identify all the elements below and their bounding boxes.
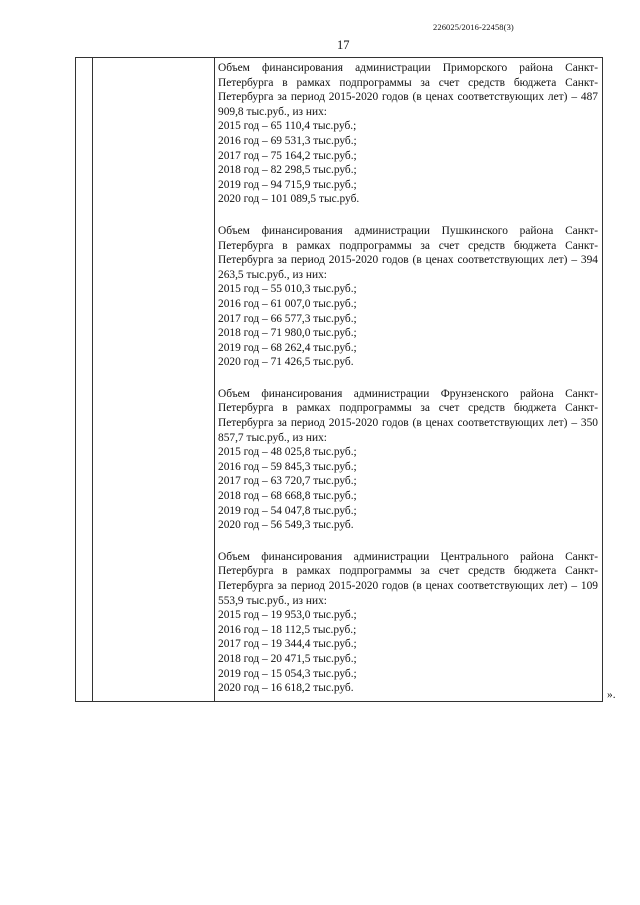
year-line: 2019 год – 94 715,9 тыс.руб.;: [218, 178, 357, 191]
year-line: 2020 год – 71 426,5 тыс.руб.: [218, 356, 354, 369]
year-line: 2018 год – 82 298,5 тыс.руб.;: [218, 164, 357, 177]
year-line: 2020 год – 101 089,5 тыс.руб.: [218, 193, 360, 206]
year-line: 2015 год – 48 025,8 тыс.руб.;: [218, 446, 357, 459]
year-line: 2016 год – 59 845,3 тыс.руб.;: [218, 460, 357, 473]
year-line: 2019 год – 54 047,8 тыс.руб.;: [218, 504, 357, 517]
year-line: 2018 год – 20 471,5 тыс.руб.;: [218, 652, 357, 665]
year-line: 2016 год – 18 112,5 тыс.руб.;: [218, 623, 357, 636]
block-intro: Объем финансирования администрации Фрунзенского района Санкт-Петербурга в рамках подпрограммы за счет средств бюджета Санкт-Петербурга за период 2015-2020 годов (в ценах соответствующих лет) – 350 857,7 тыс.руб., из них:: [218, 387, 598, 444]
year-line: 2019 год – 68 262,4 тыс.руб.;: [218, 341, 357, 354]
table-column-divider: [92, 58, 93, 701]
year-line: 2020 год – 16 618,2 тыс.руб.: [218, 682, 354, 695]
year-line: 2016 год – 69 531,3 тыс.руб.;: [218, 134, 357, 147]
financing-table: [75, 57, 603, 702]
year-line: 2020 год – 56 549,3 тыс.руб.: [218, 519, 354, 532]
district-block-pushkinsky: [218, 224, 598, 370]
block-intro: Объем финансирования администрации Пушкинского района Санкт-Петербурга в рамках подпрограммы за счет средств бюджета Санкт-Петербурга за период 2015-2020 годов (в ценах соответствующих лет) – 394 263,5 тыс.руб., из них:: [218, 224, 598, 281]
year-line: 2019 год – 15 054,3 тыс.руб.;: [218, 667, 357, 680]
closing-quote-mark: ».: [607, 689, 616, 701]
year-line: 2015 год – 65 110,4 тыс.руб.;: [218, 120, 357, 133]
district-block-primorsky: [218, 61, 598, 207]
district-block-frunzensky: [218, 387, 598, 533]
year-line: 2017 год – 19 344,4 тыс.руб.;: [218, 638, 357, 651]
page-number: 17: [337, 38, 350, 52]
block-intro: Объем финансирования администрации Центрального района Санкт-Петербурга в рамках подпрограммы за счет средств бюджета Санкт-Петербурга за период 2015-2020 годов (в ценах соответствующих лет) – 109 553,9 тыс.руб., из них:: [218, 550, 598, 607]
document-id: 226025/2016-22458(3): [433, 22, 514, 32]
year-line: 2015 год – 55 010,3 тыс.руб.;: [218, 283, 357, 296]
financing-cell: [218, 61, 598, 713]
year-line: 2016 год – 61 007,0 тыс.руб.;: [218, 297, 357, 310]
district-block-tsentralny: [218, 550, 598, 696]
year-line: 2017 год – 66 577,3 тыс.руб.;: [218, 312, 357, 325]
year-line: 2018 год – 71 980,0 тыс.руб.;: [218, 327, 357, 340]
year-line: 2018 год – 68 668,8 тыс.руб.;: [218, 490, 357, 503]
year-line: 2017 год – 75 164,2 тыс.руб.;: [218, 149, 357, 162]
block-intro: Объем финансирования администрации Приморского района Санкт-Петербурга в рамках подпрограммы за счет средств бюджета Санкт-Петербурга за период 2015-2020 годов (в ценах соответствующих лет) – 487 909,8 тыс.руб., из них:: [218, 62, 598, 118]
table-column-divider: [214, 58, 215, 701]
year-line: 2015 год – 19 953,0 тыс.руб.;: [218, 609, 357, 622]
year-line: 2017 год – 63 720,7 тыс.руб.;: [218, 475, 357, 488]
